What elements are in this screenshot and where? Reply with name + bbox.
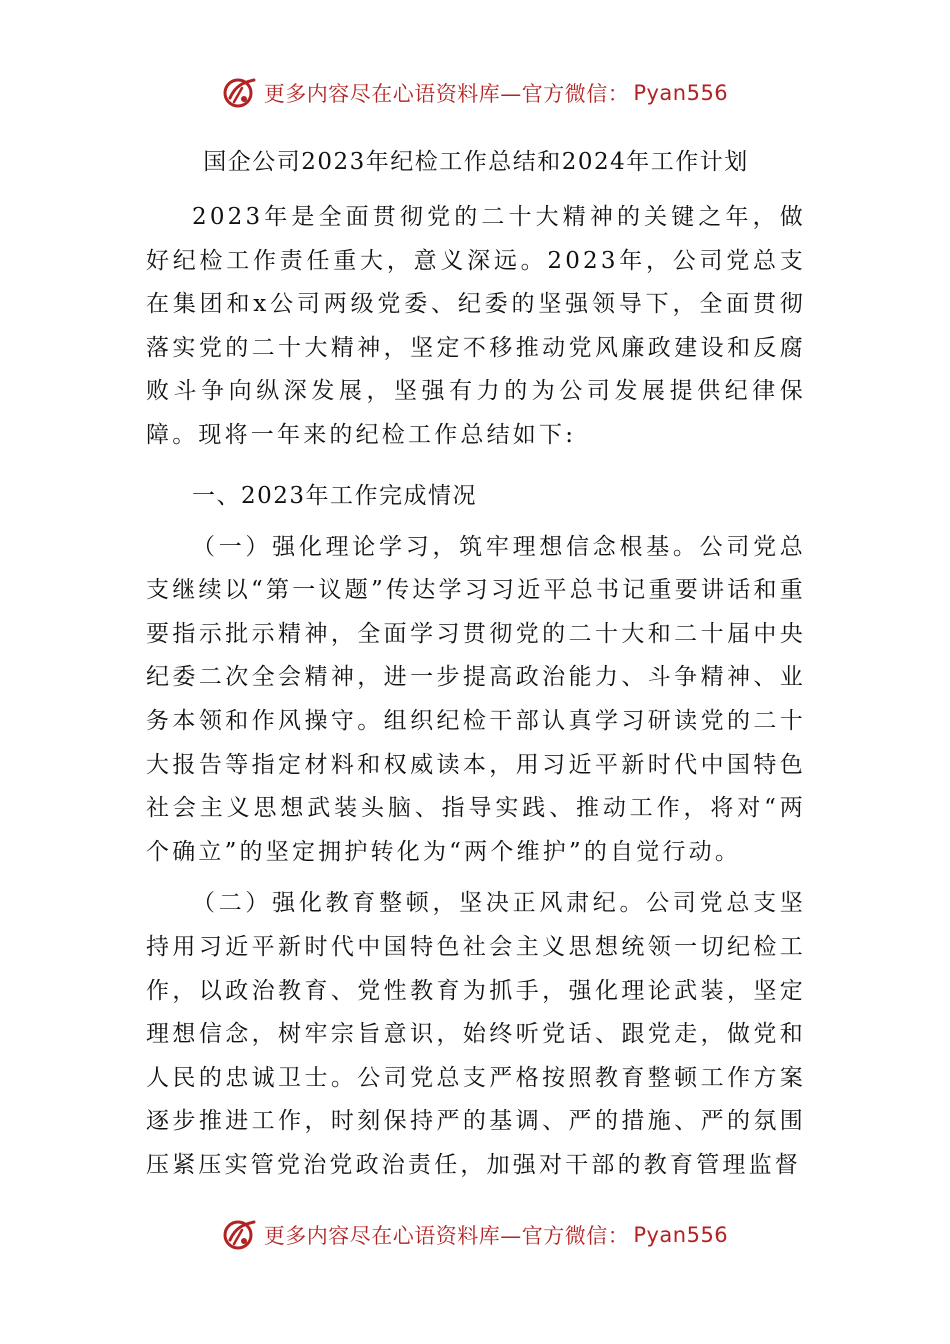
watermark-text: 更多内容尽在心语资料库—官方微信： (263, 1224, 630, 1248)
watermark-text: 更多内容尽在心语资料库—官方微信： (263, 82, 630, 106)
item-paragraph-1: （一）强化理论学习，筑牢理想信念根基。公司党总支继续以“第一议题”传达学习习近平总书记重要讲话和重要指示批示精神，全面学习贯彻党的二十大和二十届中央纪委二次全会精神，进一步提高政治能力、斗争精神、业务本领和作风操守。组织纪检干部认真学习研读党的二十大报告等指定材料和权威读本，用习近平新时代中国特色社会主义思想武装头脑、指导实践、推动工作，将对“两个确立”的坚定拥护转化为“两个维护”的自觉行动。 (146, 533, 806, 865)
item-paragraph-2: （二）强化教育整顿，坚决正风肃纪。公司党总支坚持用习近平新时代中国特色社会主义思想统领一切纪检工作，以政治教育、党性教育为抓手，强化理论武装，坚定理想信念，树牢宗旨意识，始终听党话、跟党走，做党和人民的忠诚卫士。公司党总支严格按照教育整顿工作方案逐步推进工作，时刻保持严的基调、严的措施、严的氛围压紧压实管党治党政治责任，加强对干部的教育管理监督 (146, 890, 806, 1178)
watermark-wechat-id: Pyan556 (633, 1223, 729, 1247)
logo-icon (222, 76, 258, 110)
logo-icon (222, 1218, 258, 1252)
document-title: 国企公司2023年纪检工作总结和2024年工作计划 (203, 149, 749, 175)
section-heading: 一、2023年工作完成情况 (192, 482, 478, 509)
intro-paragraph: 2023年是全面贯彻党的二十大精神的关键之年，做好纪检工作责任重大，意义深远。2023年，公司党总支在集团和x公司两级党委、纪委的坚强领导下，全面贯彻落实党的二十大精神，坚定不移推动党风廉政建设和反腐败斗争向纵深发展，坚强有力的为公司发展提供纪律保障。现将一年来的纪检工作总结如下: (146, 204, 806, 448)
watermark-footer (0, 1215, 950, 1255)
document-body (146, 140, 806, 1187)
watermark-wechat-id: Pyan556 (633, 81, 729, 105)
watermark-header (0, 73, 950, 113)
